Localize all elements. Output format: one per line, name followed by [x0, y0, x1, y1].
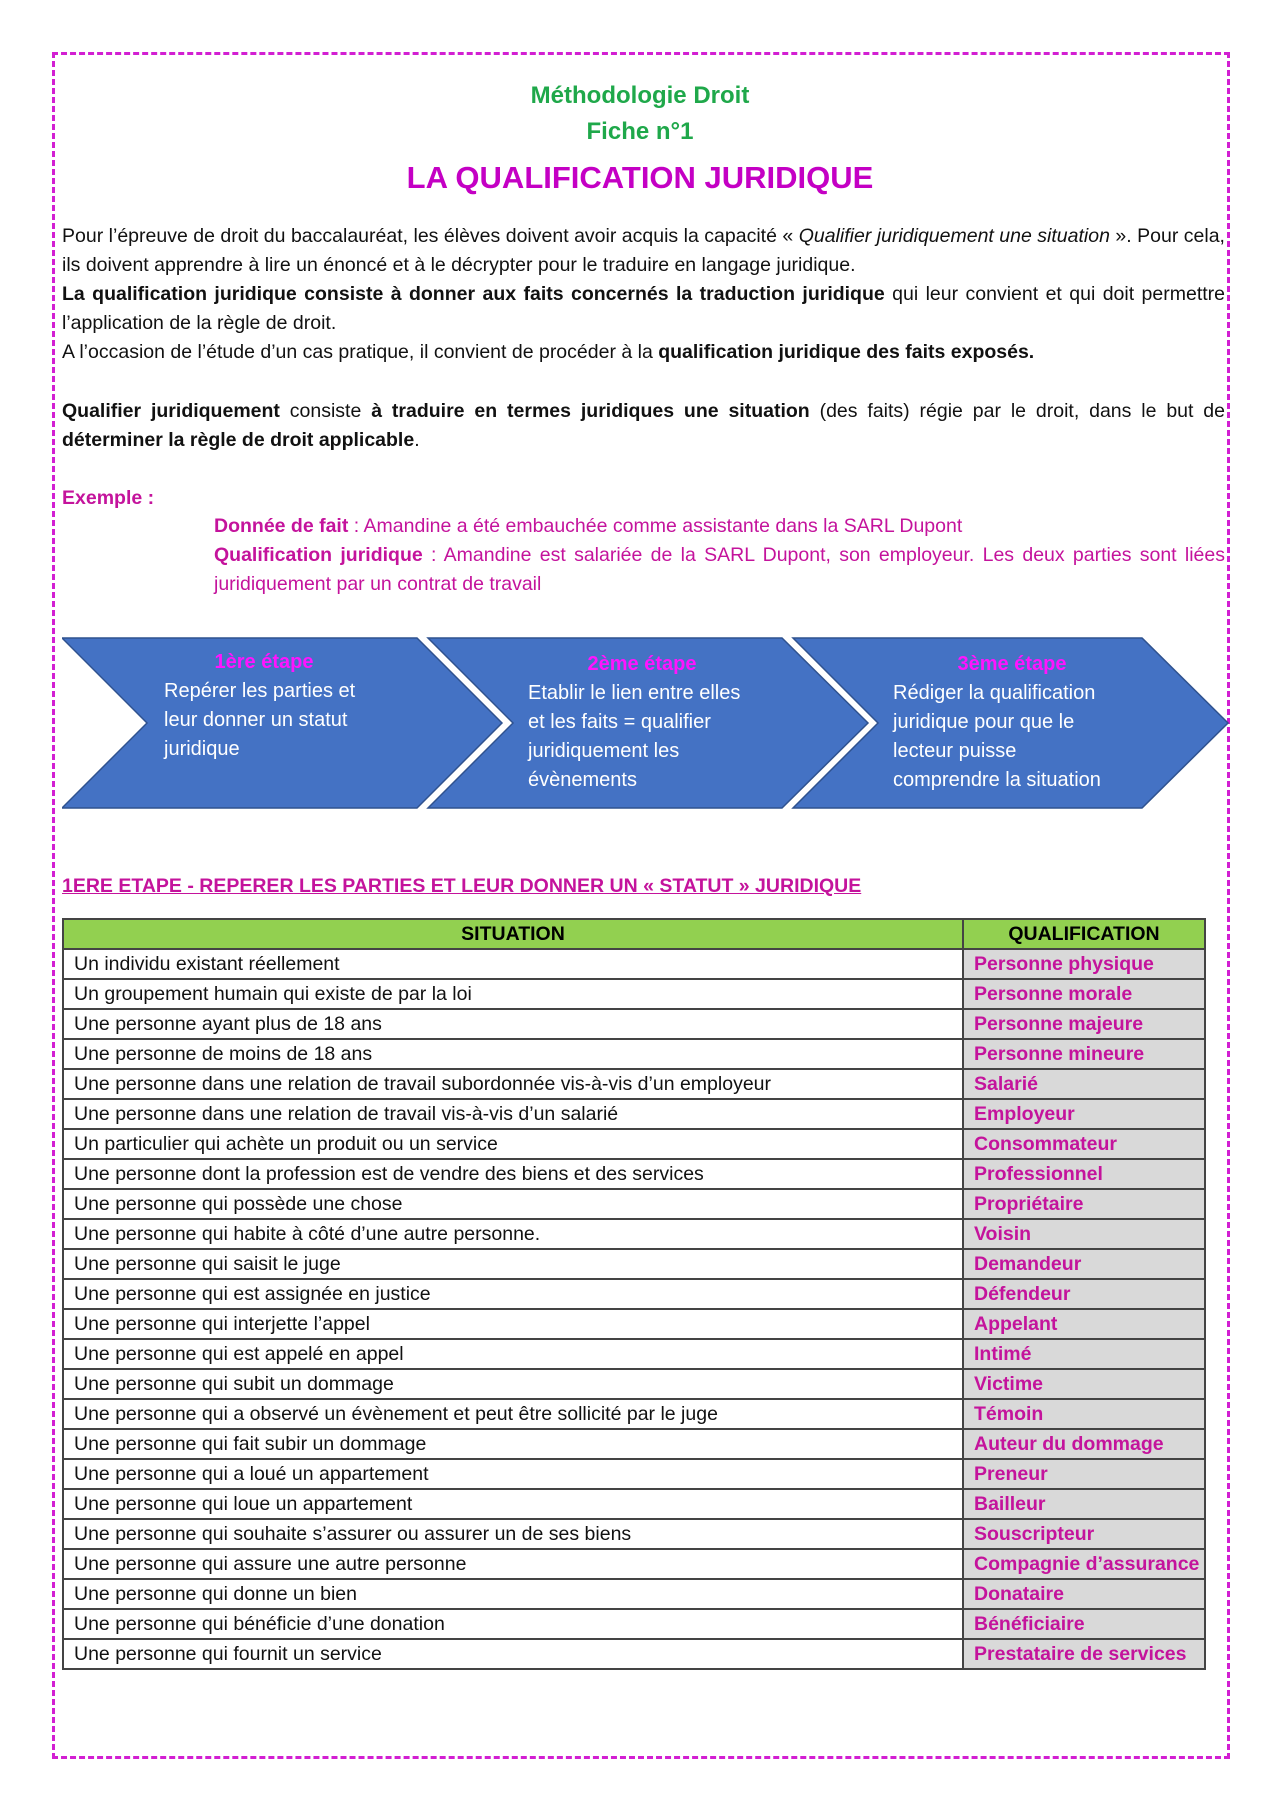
step-line: Etablir le lien entre elles: [528, 682, 741, 704]
step-1: [164, 648, 414, 764]
situation-cell: Une personne qui fait subir un dommage: [63, 1429, 963, 1459]
step-line: juridiquement les: [528, 740, 680, 762]
case-text: A l’occasion de l’étude d’un cas pratique, il convient de procéder à la: [62, 341, 659, 363]
table-row: [63, 949, 1205, 979]
situation-cell: Un groupement humain qui existe de par la loi: [63, 979, 963, 1009]
qualification-cell: Preneur: [963, 1459, 1205, 1489]
table-row: [63, 1249, 1205, 1279]
column-header-qualification: QUALIFICATION: [963, 919, 1205, 949]
step-line: évènements: [528, 769, 637, 791]
situation-cell: Une personne qui est appelé en appel: [63, 1339, 963, 1369]
table-row: [63, 1609, 1205, 1639]
situation-cell: Une personne qui habite à côté d’une autre personne.: [63, 1219, 963, 1249]
situation-cell: Une personne qui subit un dommage: [63, 1369, 963, 1399]
step-line: et les faits = qualifier: [528, 711, 711, 733]
situation-cell: Un particulier qui achète un produit ou un service: [63, 1129, 963, 1159]
qualification-cell: Salarié: [963, 1069, 1205, 1099]
table-row: [63, 1219, 1205, 1249]
intro-paragraph: [62, 222, 1225, 367]
qualification-cell: Personne mineure: [963, 1039, 1205, 1069]
case-bold: qualification juridique des faits exposés.: [658, 341, 1035, 363]
fact-label: Donnée de fait: [214, 515, 349, 537]
bold-text: Qualifier juridiquement: [62, 400, 280, 422]
table-row: [63, 1639, 1205, 1669]
definition-paragraph: [62, 397, 1225, 455]
table-header-row: [63, 919, 1205, 949]
step-line: juridique pour que le: [893, 711, 1075, 733]
step-2: [528, 650, 798, 795]
step-line: Repérer les parties et: [164, 680, 356, 702]
qualification-cell: Professionnel: [963, 1159, 1205, 1189]
qualification-cell: Consommateur: [963, 1129, 1205, 1159]
subject-title: Méthodologie Droit: [530, 82, 750, 109]
table-row: [63, 1339, 1205, 1369]
table-row: [63, 1579, 1205, 1609]
situation-cell: Une personne qui souhaite s’assurer ou assurer un de ses biens: [63, 1519, 963, 1549]
bold-text: à traduire en termes juridiques une situation: [371, 400, 810, 422]
intro-italic-quote: Qualifier juridiquement une situation: [798, 225, 1110, 247]
definition-bold: La qualification juridique consiste à donner aux faits concernés la traduction juridique: [62, 283, 885, 305]
qualification-cell: Auteur du dommage: [963, 1429, 1205, 1459]
qualification-cell: Prestataire de services: [963, 1639, 1205, 1669]
text: consiste: [279, 400, 372, 422]
qualification-cell: Personne morale: [963, 979, 1205, 1009]
situation-cell: Une personne qui possède une chose: [63, 1189, 963, 1219]
qualification-cell: Souscripteur: [963, 1519, 1205, 1549]
step-title: 2ème étape: [587, 653, 697, 675]
step-line: lecteur puisse: [893, 740, 1017, 762]
table-row: [63, 979, 1205, 1009]
situation-cell: Une personne qui fournit un service: [63, 1639, 963, 1669]
qualification-cell: Personne majeure: [963, 1009, 1205, 1039]
step-line: juridique: [164, 738, 240, 760]
qualification-cell: Défendeur: [963, 1279, 1205, 1309]
situation-cell: Une personne qui saisit le juge: [63, 1249, 963, 1279]
column-header-situation: SITUATION: [63, 919, 963, 949]
table-row: [63, 1369, 1205, 1399]
steps-diagram: [62, 636, 1242, 810]
situation-cell: Une personne qui interjette l’appel: [63, 1309, 963, 1339]
qualification-label: Qualification juridique: [214, 544, 423, 566]
table-row: [63, 1309, 1205, 1339]
situation-cell: Une personne dans une relation de travail vis-à-vis d’un salarié: [63, 1099, 963, 1129]
table-row: [63, 1279, 1205, 1309]
table-row: [63, 1549, 1205, 1579]
table-row: [63, 1009, 1205, 1039]
situation-cell: Une personne qui bénéficie d’une donation: [63, 1609, 963, 1639]
situation-cell: Une personne qui a observé un évènement et peut être sollicité par le juge: [63, 1399, 963, 1429]
definition-text: qui leur convient et qui doit permettre l’application de la règle de droit.: [62, 283, 1225, 334]
table-row: [63, 1399, 1205, 1429]
qualification-cell: Bénéficiaire: [963, 1609, 1205, 1639]
text: .: [414, 429, 420, 451]
step-line: Rédiger la qualification: [893, 682, 1096, 704]
situation-cell: Une personne de moins de 18 ans: [63, 1039, 963, 1069]
table-row: [63, 1459, 1205, 1489]
table-row: [63, 1159, 1205, 1189]
sheet-number: Fiche n°1: [586, 118, 694, 145]
table-row: [63, 1189, 1205, 1219]
table-row: [63, 1099, 1205, 1129]
situation-cell: Une personne qui a loué un appartement: [63, 1459, 963, 1489]
page-title: LA QUALIFICATION JURIDIQUE: [406, 160, 874, 195]
fact-text: : Amandine a été embauchée comme assistante dans la SARL Dupont: [348, 515, 963, 537]
qualification-cell: Donataire: [963, 1579, 1205, 1609]
qualification-cell: Témoin: [963, 1399, 1205, 1429]
qualification-cell: Victime: [963, 1369, 1205, 1399]
example-body: [214, 512, 1225, 599]
qualification-table: [62, 918, 1206, 1670]
qualification-cell: Employeur: [963, 1099, 1205, 1129]
step-3: [893, 650, 1163, 795]
qualification-cell: Personne physique: [963, 949, 1205, 979]
qualification-cell: Bailleur: [963, 1489, 1205, 1519]
qualification-cell: Intimé: [963, 1339, 1205, 1369]
bold-text: déterminer la règle de droit applicable: [62, 429, 415, 451]
table-row: [63, 1519, 1205, 1549]
situation-cell: Une personne ayant plus de 18 ans: [63, 1009, 963, 1039]
situation-cell: Une personne qui loue un appartement: [63, 1489, 963, 1519]
step-title: 3ème étape: [957, 653, 1067, 675]
table-row: [63, 1069, 1205, 1099]
table-row: [63, 1129, 1205, 1159]
step-line: comprendre la situation: [893, 769, 1101, 791]
example-label: Exemple :: [62, 487, 155, 509]
situation-cell: Une personne qui assure une autre personne: [63, 1549, 963, 1579]
table-row: [63, 1489, 1205, 1519]
section-title: 1ERE ETAPE - REPERER LES PARTIES ET LEUR DONNER UN « STATUT » JURIDIQUE: [62, 875, 862, 897]
qualification-cell: Compagnie d’assurance: [963, 1549, 1205, 1579]
qualification-text: : Amandine est salariée de la SARL Dupont, son employeur. Les deux parties sont liées juridiquement par un contrat de travail: [214, 544, 1225, 595]
qualification-cell: Appelant: [963, 1309, 1205, 1339]
step-title: 1ère étape: [214, 651, 314, 673]
qualification-cell: Demandeur: [963, 1249, 1205, 1279]
text: (des faits) régie par le droit, dans le but de: [809, 400, 1225, 422]
intro-text: Pour l’épreuve de droit du baccalauréat, les élèves doivent avoir acquis la capacité «: [62, 225, 799, 247]
qualification-cell: Propriétaire: [963, 1189, 1205, 1219]
qualification-cell: Voisin: [963, 1219, 1205, 1249]
situation-cell: Une personne qui donne un bien: [63, 1579, 963, 1609]
situation-cell: Une personne dans une relation de travail subordonnée vis-à-vis d’un employeur: [63, 1069, 963, 1099]
situation-cell: Un individu existant réellement: [63, 949, 963, 979]
situation-cell: Une personne qui est assignée en justice: [63, 1279, 963, 1309]
table-row: [63, 1429, 1205, 1459]
situation-cell: Une personne dont la profession est de vendre des biens et des services: [63, 1159, 963, 1189]
table-row: [63, 1039, 1205, 1069]
step-line: leur donner un statut: [164, 709, 348, 731]
intro-text: ». Pour cela, ils doivent apprendre à lire un énoncé et à le décrypter pour le traduire en langage juridique.: [62, 225, 1225, 276]
